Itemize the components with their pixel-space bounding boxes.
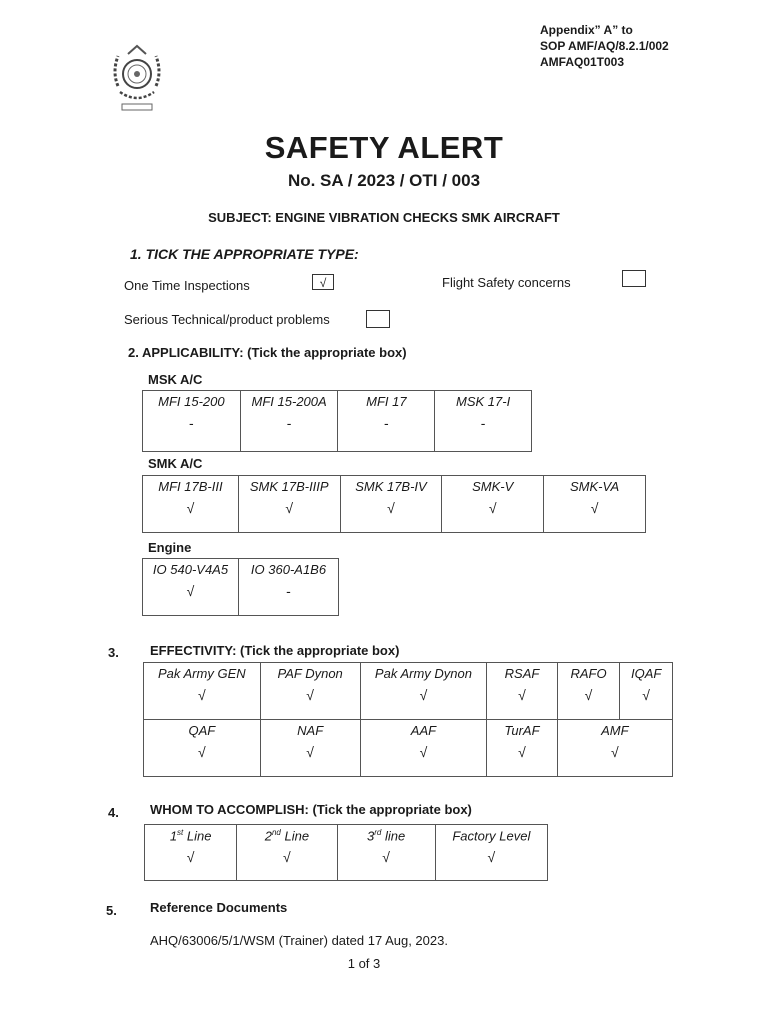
table-cell (360, 663, 487, 720)
cell-header-sup: rd (374, 828, 382, 837)
cell-mark[interactable]: √ (419, 687, 428, 703)
engine-label: Engine (148, 540, 192, 555)
cell-mark[interactable]: √ (197, 744, 206, 760)
cell-mark[interactable]: √ (518, 687, 526, 703)
section-5-number: 5. (106, 903, 117, 918)
table-cell (143, 559, 239, 616)
table-cell (145, 825, 237, 881)
cell-header (338, 825, 435, 843)
table-cell (487, 720, 557, 777)
table-cell (340, 476, 442, 533)
table-cell (435, 825, 547, 881)
cell-mark[interactable]: √ (306, 687, 314, 703)
cell-header: IQAF (630, 666, 662, 681)
cell-header: IO 360-A1B6 (250, 562, 327, 577)
reference-document: AHQ/63006/5/1/WSM (Trainer) dated 17 Aug, 2023. (150, 933, 448, 948)
cell-mark[interactable]: - (286, 415, 292, 431)
section-3-number: 3. (108, 645, 119, 660)
cell-mark[interactable]: √ (285, 500, 294, 516)
type-option-checkbox[interactable]: √ (312, 274, 334, 290)
cell-header: IO 540-V4A5 (152, 562, 229, 577)
cell-mark[interactable]: √ (382, 849, 390, 866)
cell-mark[interactable]: √ (197, 687, 206, 703)
section-4-heading: WHOM TO ACCOMPLISH: (Tick the appropriate box) (150, 802, 472, 817)
appendix-line: AMFAQ01T003 (540, 55, 625, 69)
accomplish-table (144, 824, 548, 881)
table-cell (143, 476, 239, 533)
cell-header: AAF (410, 723, 437, 738)
table-cell (144, 663, 261, 720)
engine-table (142, 558, 339, 616)
section-4-number: 4. (108, 805, 119, 820)
cell-mark[interactable]: - (480, 415, 486, 431)
section-3-heading: EFFECTIVITY: (Tick the appropriate box) (150, 643, 400, 658)
appendix-line: SOP AMF/AQ/8.2.1/002 (540, 39, 669, 53)
cell-mark[interactable]: - (286, 583, 291, 599)
table-cell (237, 825, 337, 881)
cell-header: SMK-VA (570, 479, 620, 494)
cell-header: PAF Dynon (277, 666, 343, 681)
cell-header: MFI 15-200 (158, 394, 225, 409)
cell-header: MFI 17 (366, 394, 407, 409)
cell-mark[interactable]: √ (387, 500, 395, 516)
cell-header: RSAF (504, 666, 540, 681)
organization-emblem-icon (104, 42, 170, 116)
cell-header (436, 825, 547, 843)
msk-label: MSK A/C (148, 372, 203, 387)
table-cell (240, 391, 338, 452)
cell-mark[interactable]: √ (611, 744, 619, 760)
cell-header: SMK 17B-IIIP (249, 479, 329, 494)
msk-table (142, 390, 532, 452)
cell-header: RAFO (570, 666, 607, 681)
cell-header-sup: st (177, 828, 184, 837)
cell-header-base: 1 (169, 828, 178, 844)
cell-header: NAF (297, 723, 324, 738)
smk-label: SMK A/C (148, 456, 203, 471)
cell-mark[interactable]: √ (518, 744, 526, 760)
table-cell (239, 559, 339, 616)
type-option-label: Serious Technical/product problems (124, 312, 330, 327)
table-cell (487, 663, 557, 720)
table-cell (260, 720, 360, 777)
cell-header (145, 825, 236, 843)
table-cell (544, 476, 646, 533)
table-cell (360, 720, 487, 777)
type-option-label: Flight Safety concerns (442, 275, 571, 290)
type-option-label: One Time Inspections (124, 278, 250, 293)
table-cell (442, 476, 544, 533)
cell-mark[interactable]: √ (584, 687, 593, 703)
table-cell (435, 391, 532, 452)
effectivity-table (143, 662, 673, 777)
cell-mark[interactable]: √ (186, 849, 195, 866)
table-cell (144, 720, 261, 777)
page-indicator: 1 of 3 (347, 956, 381, 971)
cell-mark[interactable]: - (189, 415, 194, 431)
cell-mark[interactable]: √ (283, 849, 291, 866)
cell-header: MSK 17-I (456, 394, 511, 409)
cell-mark[interactable]: √ (642, 687, 650, 703)
cell-header: QAF (188, 723, 216, 738)
appendix-line: Appendix” A” to (540, 23, 633, 37)
table-cell (238, 476, 340, 533)
table-cell (143, 391, 241, 452)
cell-mark[interactable]: √ (488, 500, 497, 516)
cell-mark[interactable]: √ (419, 744, 428, 760)
document-number: No. SA / 2023 / OTI / 003 (287, 171, 481, 190)
section-1-heading: 1. TICK THE APPROPRIATE TYPE: (130, 246, 359, 262)
cell-header: AMF (601, 723, 629, 738)
cell-mark[interactable]: - (384, 415, 389, 431)
section-5-heading: Reference Documents (150, 900, 288, 915)
cell-header: Pak Army GEN (157, 666, 246, 681)
cell-mark[interactable]: √ (487, 849, 496, 866)
cell-header-sup: nd (271, 828, 281, 837)
table-cell (557, 720, 672, 777)
cell-mark[interactable]: √ (186, 500, 195, 516)
cell-header (237, 825, 336, 843)
table-cell (620, 663, 673, 720)
section-2-heading: 2. APPLICABILITY: (Tick the appropriate box) (128, 345, 407, 360)
cell-mark[interactable]: √ (590, 500, 599, 516)
type-option-checkbox[interactable] (366, 310, 390, 328)
cell-header-base: Factory Level (452, 828, 531, 844)
cell-header-rest: line (381, 828, 406, 844)
cell-header-base: 3 (366, 828, 375, 844)
smk-table (142, 475, 646, 533)
table-cell (338, 391, 435, 452)
cell-mark[interactable]: √ (306, 744, 314, 760)
cell-header: SMK 17B-IV (355, 479, 427, 494)
cell-header-rest: Line (183, 828, 212, 844)
cell-header: SMK-V (472, 479, 514, 494)
table-cell (557, 663, 620, 720)
cell-header: MFI 17B-III (158, 479, 223, 494)
cell-header: TurAF (504, 723, 540, 738)
document-title: SAFETY ALERT (264, 130, 504, 165)
cell-mark[interactable]: √ (186, 583, 195, 599)
table-cell (260, 663, 360, 720)
appendix-reference (540, 22, 669, 70)
cell-header-rest: Line (280, 828, 310, 844)
cell-header: MFI 15-200A (251, 394, 327, 409)
table-cell (337, 825, 435, 881)
type-option-checkbox[interactable] (622, 270, 646, 287)
cell-header-base: 2 (264, 828, 272, 844)
cell-header: Pak Army Dynon (374, 666, 472, 681)
document-subject: SUBJECT: ENGINE VIBRATION CHECKS SMK AIRCRAFT (208, 210, 560, 225)
